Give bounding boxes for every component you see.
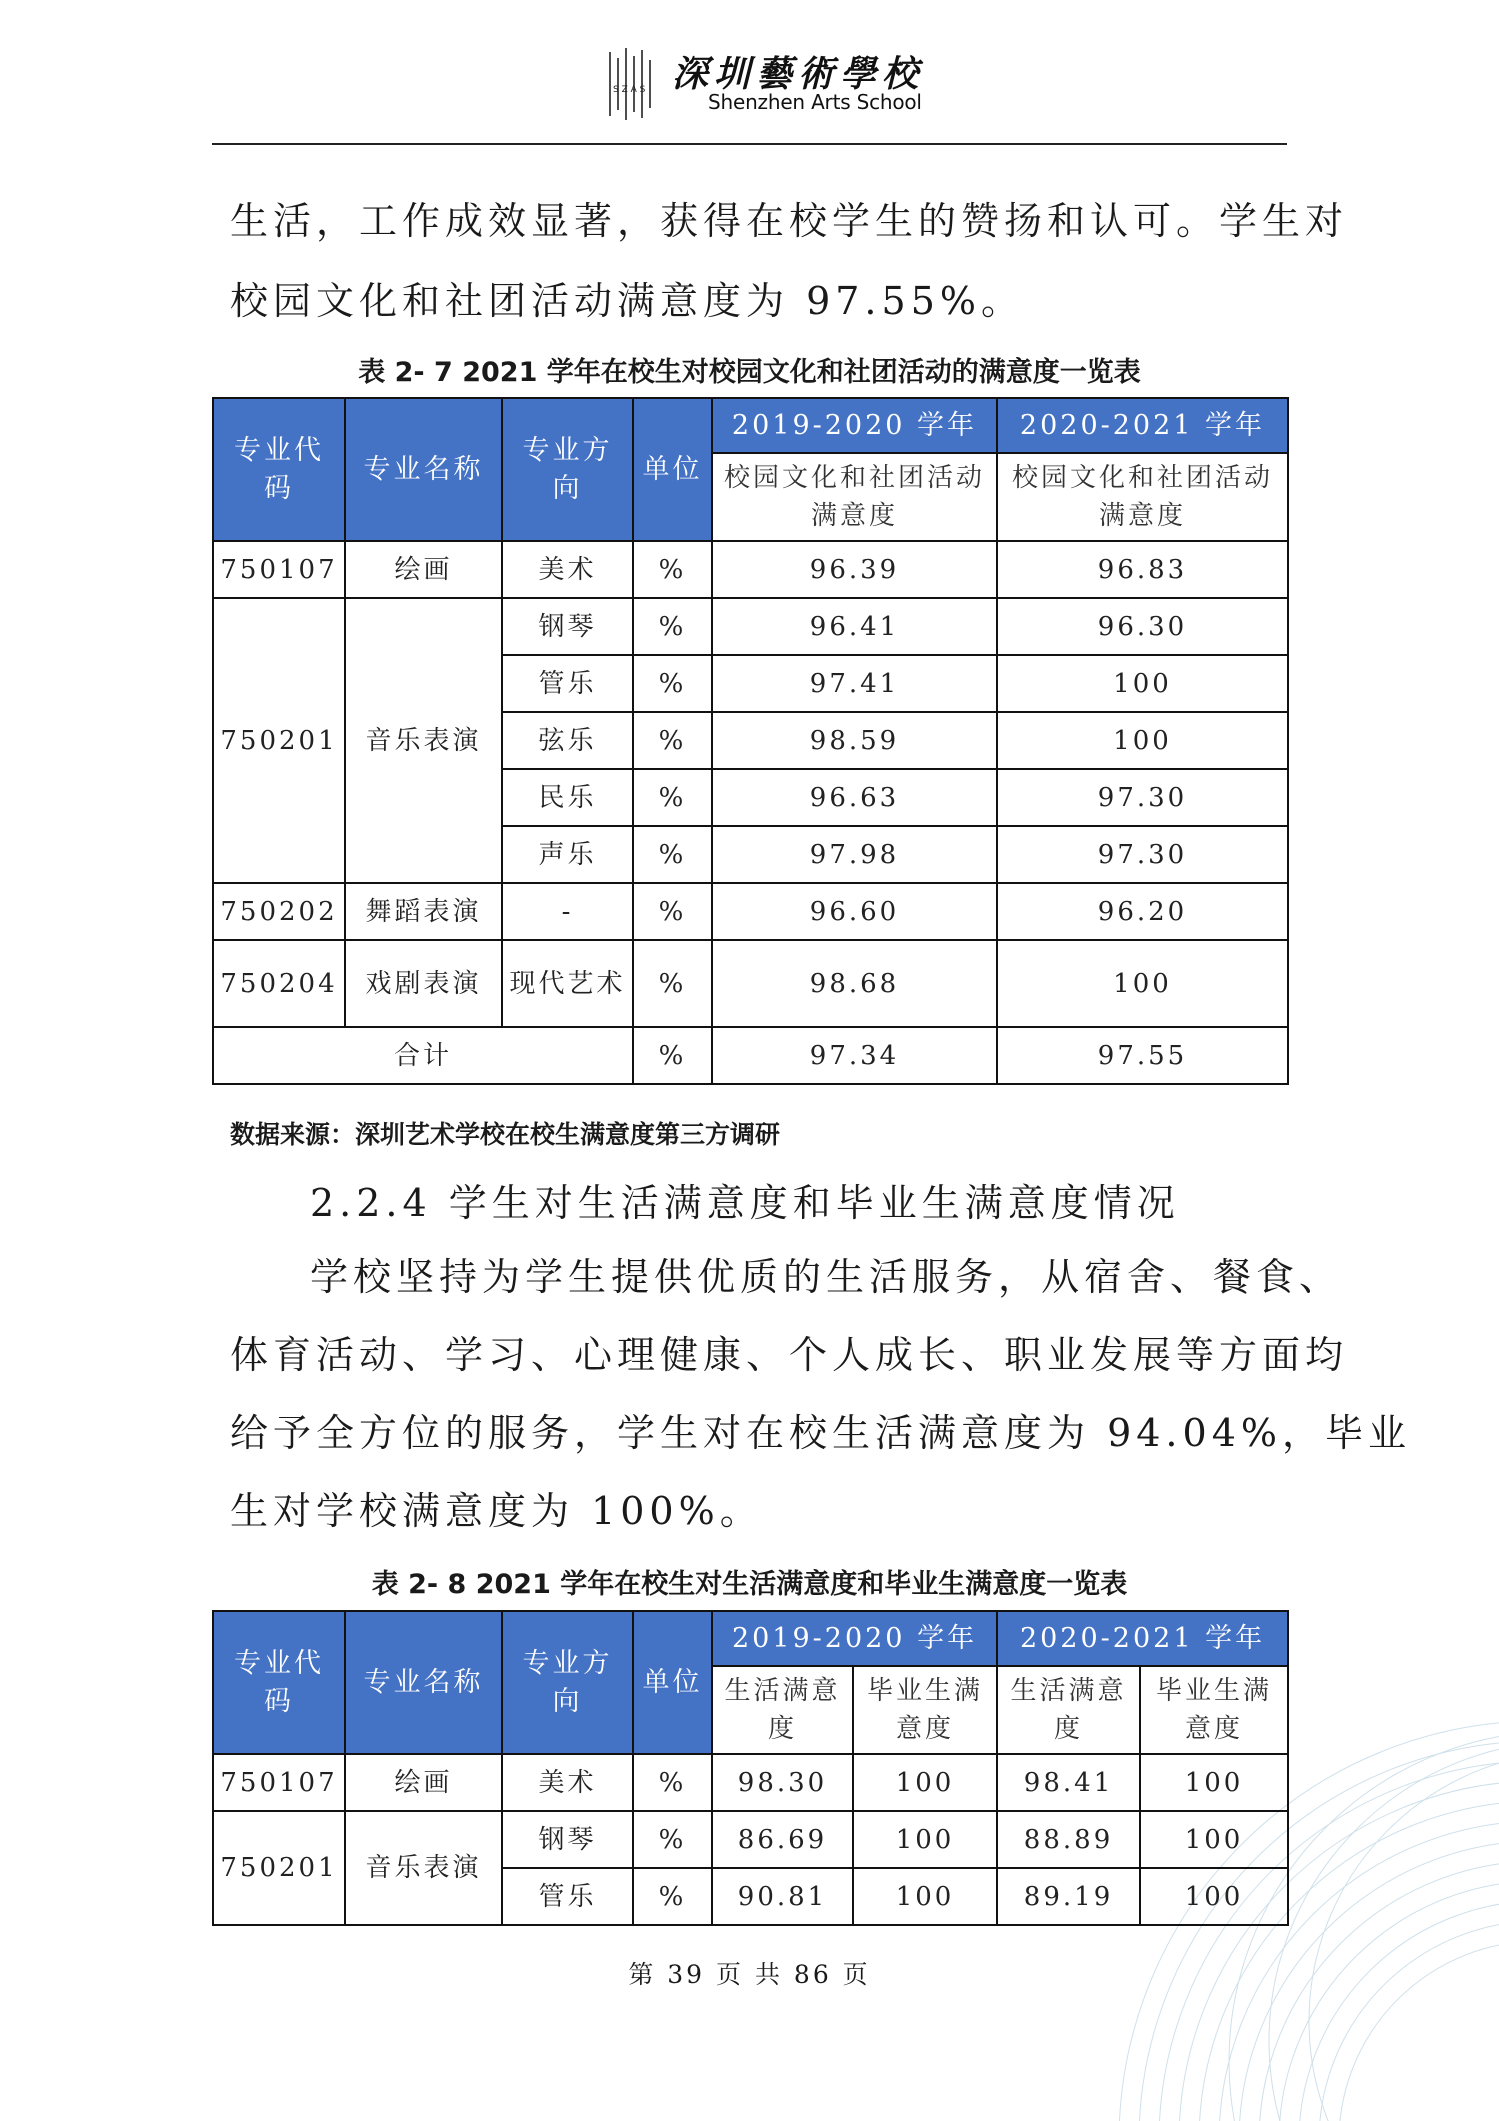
cell-code: 750107: [213, 541, 345, 598]
subheader-grad: 毕业生满意度: [1140, 1666, 1288, 1754]
cell-value: 96.20: [997, 883, 1288, 940]
table-row: [213, 940, 1288, 1027]
cell-direction: 管乐: [502, 1868, 633, 1925]
subheader-life: 生活满意度: [712, 1666, 853, 1754]
subheader-2: 校园文化和社团活动满意度: [997, 453, 1288, 541]
paragraph-line: 生活，工作成效显著，获得在校学生的赞扬和认可。学生对: [230, 199, 1349, 243]
subheader-grad: 毕业生满意度: [853, 1666, 997, 1754]
cell-unit: %: [633, 598, 712, 655]
subheader-life: 生活满意度: [997, 1666, 1140, 1754]
table-caption: 表 2- 7 2021 学年在校生对校园文化和社团活动的满意度一览表: [358, 357, 1141, 388]
cell-value: 100: [997, 712, 1288, 769]
cell-direction: 钢琴: [502, 1811, 633, 1868]
cell-name: 绘画: [345, 1754, 502, 1811]
header-year-1: 2019-2020 学年: [712, 1611, 997, 1666]
cell-value: 96.41: [712, 598, 997, 655]
cell-name: 音乐表演: [345, 1811, 502, 1925]
cell-unit: %: [633, 1754, 712, 1811]
cell-value: 98.30: [712, 1754, 853, 1811]
cell-value: 97.30: [997, 769, 1288, 826]
header-direction: 专业方向: [502, 1611, 633, 1754]
cell-direction: 声乐: [502, 826, 633, 883]
cell-total-label: 合计: [213, 1027, 633, 1084]
cell-code: 750201: [213, 1811, 345, 1925]
table-row: [213, 1811, 1288, 1868]
cell-value: 88.89: [997, 1811, 1140, 1868]
header-year-2: 2020-2021 学年: [997, 1611, 1288, 1666]
cell-value: 98.68: [712, 940, 997, 1027]
satisfaction-table-life-graduate: [212, 1610, 1289, 1926]
cell-name: 音乐表演: [345, 598, 502, 883]
data-source-note: 数据来源：深圳艺术学校在校生满意度第三方调研: [230, 1120, 781, 1149]
cell-value: 98.41: [997, 1754, 1140, 1811]
paragraph-line: 学校坚持为学生提供优质的生活服务，从宿舍、餐食、: [310, 1255, 1343, 1299]
page-header: [0, 40, 1499, 125]
table-row: [213, 541, 1288, 598]
cell-unit: %: [633, 769, 712, 826]
header-code: 专业代码: [213, 398, 345, 541]
cell-code: 750201: [213, 598, 345, 883]
svg-text:S Z A S: S Z A S: [613, 85, 646, 95]
section-heading: 2.2.4 学生对生活满意度和毕业生满意度情况: [310, 1181, 1180, 1225]
cell-unit: %: [633, 940, 712, 1027]
paragraph-line: 给予全方位的服务，学生对在校生活满意度为 94.04%，毕业: [230, 1411, 1411, 1455]
school-name-cn: 深圳藝術學校: [672, 53, 925, 95]
header-unit: 单位: [633, 1611, 712, 1754]
cell-unit: %: [633, 883, 712, 940]
page-number: 第 39 页 共 86 页: [628, 1960, 871, 1989]
cell-value: 100: [853, 1754, 997, 1811]
satisfaction-table-campus-culture: [212, 397, 1289, 1085]
header-code: 专业代码: [213, 1611, 345, 1754]
cell-value: 100: [997, 940, 1288, 1027]
paragraph-line: 校园文化和社团活动满意度为 97.55%。: [230, 279, 1024, 323]
cell-direction: -: [502, 883, 633, 940]
cell-value: 97.30: [997, 826, 1288, 883]
cell-unit: %: [633, 1811, 712, 1868]
cell-code: 750107: [213, 1754, 345, 1811]
cell-value: 100: [853, 1811, 997, 1868]
cell-value: 96.60: [712, 883, 997, 940]
paragraph-line: 体育活动、学习、心理健康、个人成长、职业发展等方面均: [230, 1333, 1349, 1377]
table-caption: 表 2- 8 2021 学年在校生对生活满意度和毕业生满意度一览表: [371, 1569, 1128, 1600]
cell-unit: %: [633, 712, 712, 769]
cell-unit: %: [633, 1868, 712, 1925]
cell-value: 96.83: [997, 541, 1288, 598]
cell-value: 100: [853, 1868, 997, 1925]
cell-value: 100: [1140, 1811, 1288, 1868]
header-direction: 专业方向: [502, 398, 633, 541]
cell-value: 96.63: [712, 769, 997, 826]
cell-name: 戏剧表演: [345, 940, 502, 1027]
cell-direction: 民乐: [502, 769, 633, 826]
cell-value: 98.59: [712, 712, 997, 769]
cell-direction: 美术: [502, 1754, 633, 1811]
cell-value: 89.19: [997, 1868, 1140, 1925]
cell-unit: %: [633, 655, 712, 712]
cell-value: 97.55: [997, 1027, 1288, 1084]
cell-value: 96.30: [997, 598, 1288, 655]
cell-unit: %: [633, 541, 712, 598]
school-name-en: Shenzhen Arts School: [708, 90, 922, 114]
table-row: [213, 1754, 1288, 1811]
header-year-1: 2019-2020 学年: [712, 398, 997, 453]
cell-unit: %: [633, 1027, 712, 1084]
cell-name: 绘画: [345, 541, 502, 598]
subheader-1: 校园文化和社团活动满意度: [712, 453, 997, 541]
cell-value: 86.69: [712, 1811, 853, 1868]
cell-direction: 管乐: [502, 655, 633, 712]
header-unit: 单位: [633, 398, 712, 541]
header-name: 专业名称: [345, 1611, 502, 1754]
cell-value: 97.41: [712, 655, 997, 712]
cell-value: 100: [997, 655, 1288, 712]
cell-direction: 现代艺术: [502, 940, 633, 1027]
cell-name: 舞蹈表演: [345, 883, 502, 940]
header-name: 专业名称: [345, 398, 502, 541]
cell-value: 100: [1140, 1868, 1288, 1925]
cell-unit: %: [633, 826, 712, 883]
cell-direction: 弦乐: [502, 712, 633, 769]
cell-direction: 美术: [502, 541, 633, 598]
cell-value: 90.81: [712, 1868, 853, 1925]
cell-value: 96.39: [712, 541, 997, 598]
table-row-total: [213, 1027, 1288, 1084]
table-row: [213, 883, 1288, 940]
school-logo-icon: [606, 48, 654, 120]
paragraph-line: 生对学校满意度为 100%。: [230, 1489, 763, 1533]
cell-direction: 钢琴: [502, 598, 633, 655]
cell-value: 100: [1140, 1754, 1288, 1811]
header-divider: [212, 143, 1287, 145]
header-year-2: 2020-2021 学年: [997, 398, 1288, 453]
cell-code: 750204: [213, 940, 345, 1027]
cell-code: 750202: [213, 883, 345, 940]
cell-value: 97.34: [712, 1027, 997, 1084]
cell-value: 97.98: [712, 826, 997, 883]
table-row: [213, 598, 1288, 655]
